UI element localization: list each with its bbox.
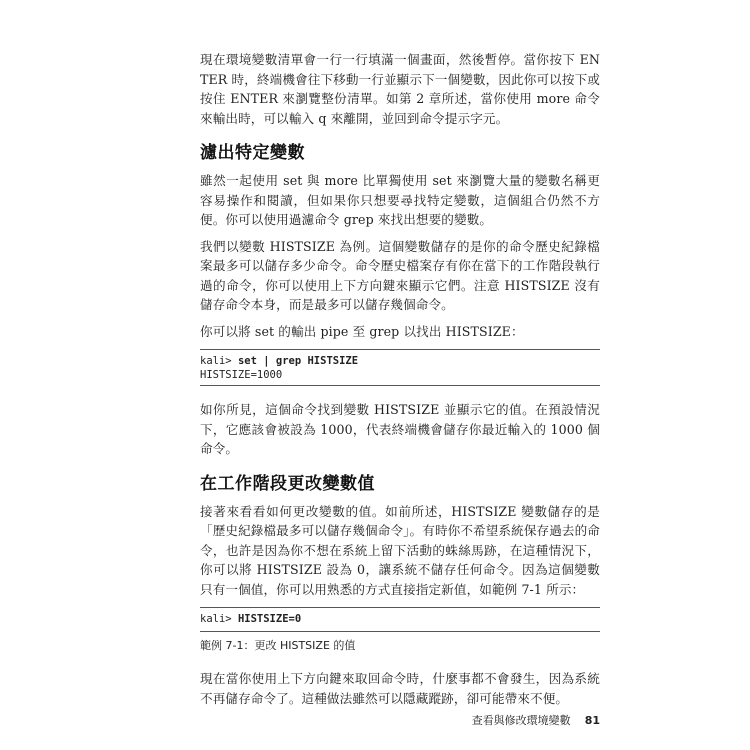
paragraph-conclusion: 現在當你使用上下方向鍵來取回命令時，什麼事都不會發生，因為系統不再儲存命令了。這種做法雖然可以隱藏蹤跡，卻可能帶來不便。 [200,671,600,706]
paragraph-set-more: 雖然一起使用 set 與 more 比單獨使用 set 來瀏覽大量的變數名稱更容易操作和閱讀，但如果你只想要尋找特定變數，這個組合仍然不方便。你可以使用過濾命令 grep 來找出想要的變數。 [200,173,600,227]
code-line-command [200,612,600,626]
code-block-grep [200,349,600,386]
code-command: HISTSIZE=0 [237,613,302,625]
paragraph-histsize: 我們以變數 HISTSIZE 為例。這個變數儲存的是你的命令歷史紀錄檔案最多可以儲存多少命令。命令歷史檔案存有你在當下的工作階段執行過的命令，你可以使用上下方向鍵來顯示它們。注意 HISTSIZE 沒有儲存命令本身，而是最多可以儲存幾個命令。 [200,238,600,312]
code-line-command [200,354,600,368]
code-prompt: kali> [200,613,238,625]
example-caption: 範例 7-1：更改 HISTSIZE 的值 [200,631,600,653]
paragraph-change-value: 接著來看看如何更改變數的值。如前所述，HISTSIZE 變數儲存的是「歷史紀錄檔最多可以儲存幾個命令」。有時你不希望系統保存過去的命令，也許是因為你不想在系統上留下活動的蛛絲馬跡，在這種情況下，你可以將 HISTSIZE 設為 0，讓系統不儲存任何命令。因為這個變數只有一個值，你可以用熟悉的方式直接指定新值，如範例 7-1 所示： [200,503,600,597]
paragraph-intro: 現在環境變數清單會一行一行填滿一個畫面，然後暫停。當你按下 ENTER 時，終端機會往下移動一行並顯示下一個變數，因此你可以按下或按住 ENTER 來瀏覽整份清單。如第 2 章所述，當你使用 more 命令來輸出時，可以輸入 q 來離開，並回到命令提示字元。 [200,52,600,126]
code-prompt: kali> [200,355,238,367]
page-footer [200,712,600,728]
page-number: 81 [584,714,600,727]
paragraph-pipe: 你可以將 set 的輸出 pipe 至 grep 以找出 HISTSIZE： [200,323,524,339]
code-output: HISTSIZE=1000 [200,369,283,381]
running-chapter-title: 查看與修改環境變數 [471,714,571,727]
code-block-example [200,607,600,629]
paragraph-result: 如你所見，這個命令找到變數 HISTSIZE 並顯示它的值。在預設情況下，它應該會被設為 1000，代表終端機會儲存你最近輸入的 1000 個命令。 [200,402,600,456]
section-heading-change: 在工作階段更改變數值 [200,473,375,494]
page-content [200,50,600,715]
section-heading-filter: 濾出特定變數 [200,143,305,163]
code-command: set | grep HISTSIZE [237,355,359,367]
